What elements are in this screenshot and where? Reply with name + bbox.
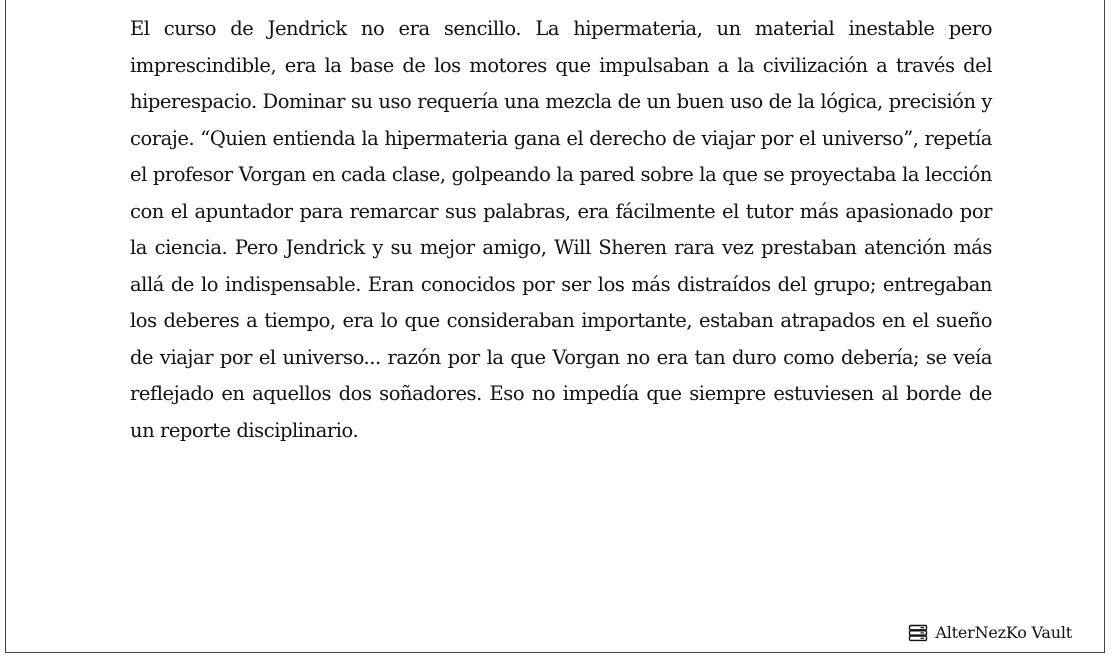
body-paragraph: El curso de Jendrick no era sencillo. La hipermateria, un material inestable pero imprescindible, era la base de los motores que impulsaban a la civilización a través del hiperespacio. Dominar su uso requería una mezcla de un buen uso de la lógica, precisión y coraje. “Quien entienda la hipermateria gana el derecho de viajar por el universo”, repetía el profesor Vorgan en cada clase, golpeando la pared sobre la que se proyectaba la lección con el apuntador para remarcar sus palabras, era fácilmente el tutor más apasionado por la ciencia. Pero Jendrick y su mejor amigo, Will Sheren rara vez prestaban atención más allá de lo indispensable. Eran conocidos por ser los más distraídos del grupo; entregaban los deberes a tiempo, era lo que consideraban importante, estaban atrapados en el sueño de viajar por el universo... razón por la que Vorgan no era tan duro como debería; se veía reflejado en aquellos dos soñadores. Eso no impedía que siempre estuviesen al borde de un reporte disciplinario. [130,17,992,442]
page-frame [5,0,1105,653]
footer-label: AlterNezKo Vault [935,623,1072,642]
database-icon [908,624,928,642]
footer-watermark [908,623,1072,642]
